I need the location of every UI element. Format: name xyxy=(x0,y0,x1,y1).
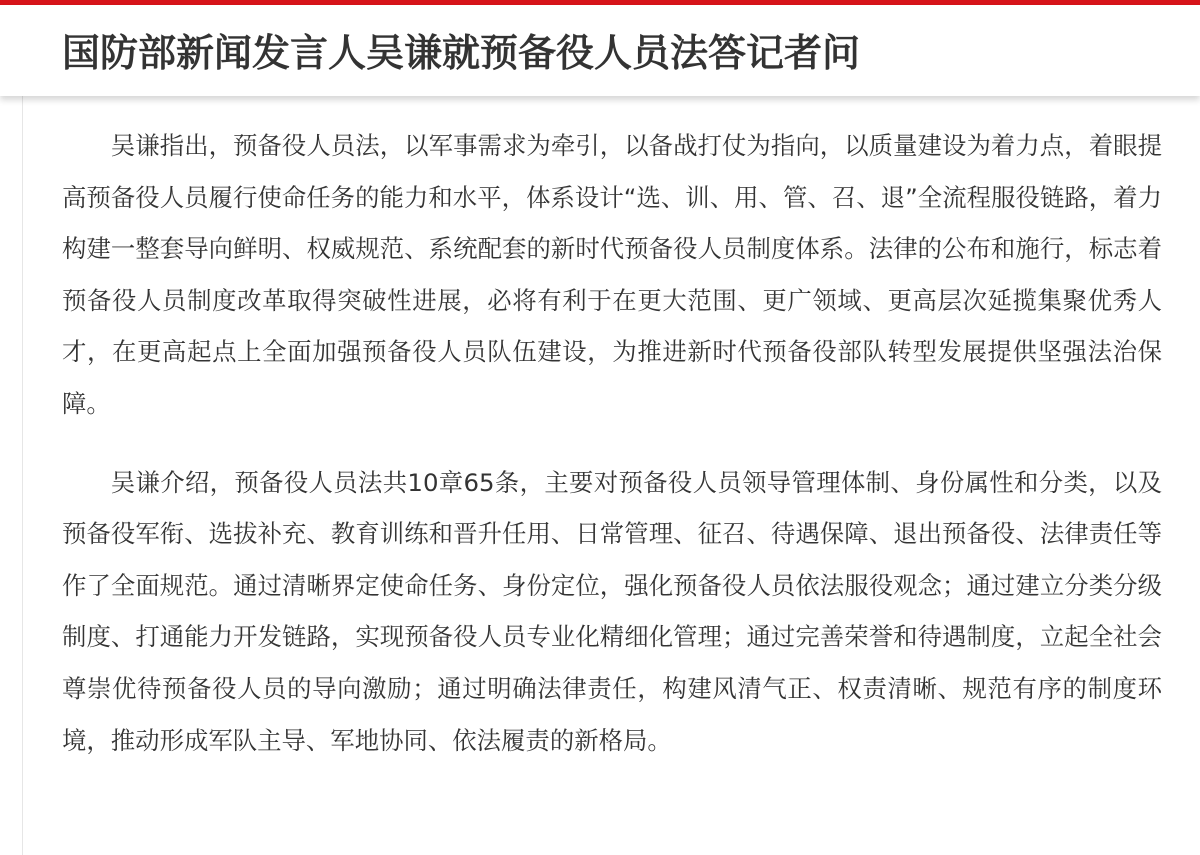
paragraph: 吴谦介绍，预备役人员法共10章65条，主要对预备役人员领导管理体制、身份属性和分类，以及预备役军衔、选拔补充、教育训练和晋升任用、日常管理、征召、待遇保障、退出预备役、法律责任等作了全面规范。通过清晰界定使命任务、身份定位，强化预备役人员依法服役观念；通过建立分类分级制度、打通能力开发链路，实现预备役人员专业化精细化管理；通过完善荣誉和待遇制度，立起全社会尊崇优待预备役人员的导向激励；通过明确法律责任，构建风清气正、权责清晰、规范有序的制度环境，推动形成军队主导、军地协同、依法履责的新格局。 xyxy=(62,467,1162,755)
page-title: 国防部新闻发言人吴谦就预备役人员法答记者问 xyxy=(62,31,861,75)
article-header xyxy=(0,5,1200,96)
left-divider xyxy=(22,96,23,855)
article-body xyxy=(62,120,1162,793)
paragraph: 吴谦指出，预备役人员法，以军事需求为牵引，以备战打仗为指向，以质量建设为着力点，着眼提高预备役人员履行使命任务的能力和水平，体系设计“选、训、用、管、召、退”全流程服役链路，着力构建一整套导向鲜明、权威规范、系统配套的新时代预备役人员制度体系。法律的公布和施行，标志着预备役人员制度改革取得突破性进展，必将有利于在更大范围、更广领域、更高层次延揽集聚优秀人才，在更高起点上全面加强预备役人员队伍建设，为推进新时代预备役部队转型发展提供坚强法治保障。 xyxy=(62,131,1162,418)
